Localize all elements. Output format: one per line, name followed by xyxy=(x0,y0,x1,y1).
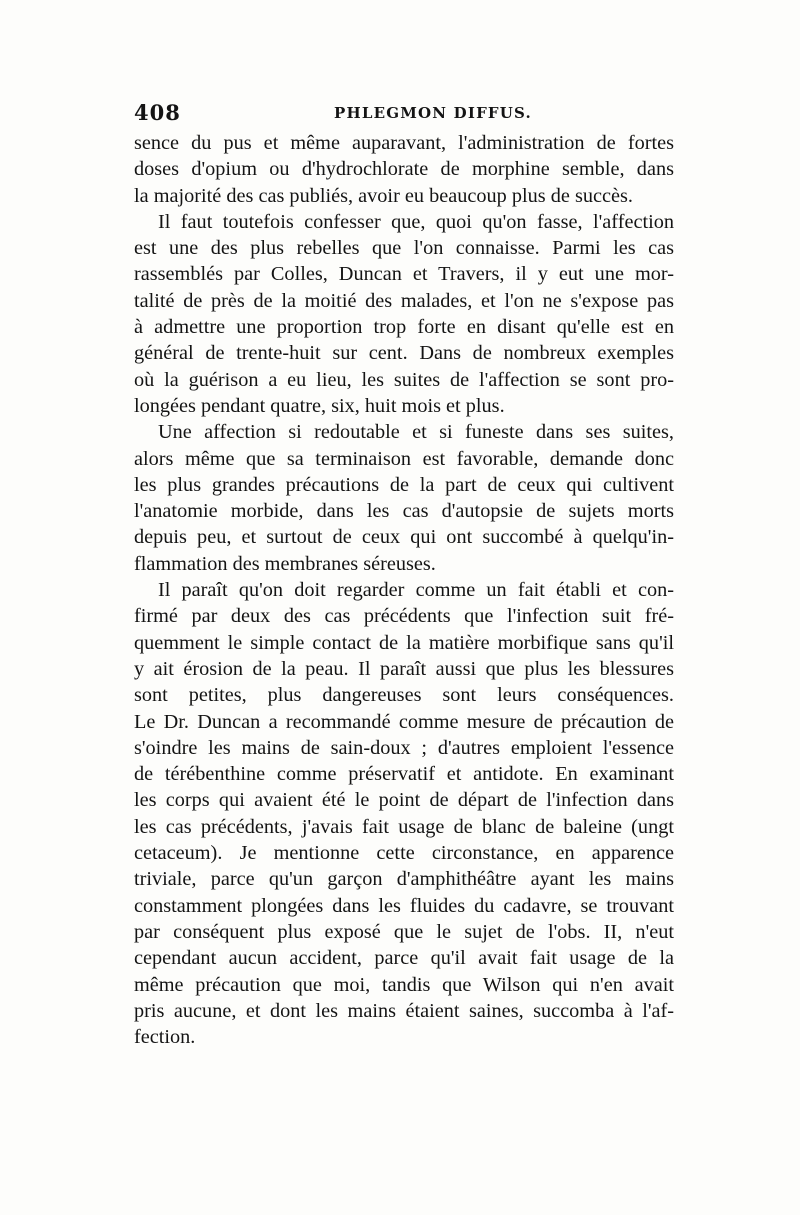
running-title: PHLEGMON DIFFUS. xyxy=(334,104,532,122)
text-line: Le Dr. Duncan a recommandé comme mesure de précaution de xyxy=(134,710,674,733)
text-line: sont petites, plus dangereuses sont leurs conséquences. xyxy=(134,684,674,707)
text-line: constamment plongées dans les fluides du cadavre, se trouvant xyxy=(134,894,674,917)
text-line: même précaution que moi, tandis que Wilson qui n'en avait xyxy=(134,973,674,996)
text-line: quemment le simple contact de la matière morbifique sans qu'il xyxy=(134,631,674,654)
text-line: par conséquent plus exposé que le sujet de l'obs. II, n'eut xyxy=(134,920,674,943)
text-line: doses d'opium ou d'hydrochlorate de morphine semble, dans xyxy=(134,158,674,181)
text-line: firmé par deux des cas précédents que l'infection suit fré- xyxy=(134,605,674,628)
text-line: où la guérison a eu lieu, les suites de l'affection se sont pro- xyxy=(134,368,674,391)
text-line: flammation des membranes séreuses. xyxy=(134,552,436,575)
text-line: est une des plus rebelles que l'on connaisse. Parmi les cas xyxy=(134,237,674,260)
text-line: s'oindre les mains de sain-doux ; d'autres emploient l'essence xyxy=(134,736,674,759)
text-line: cependant aucun accident, parce qu'il avait fait usage de la xyxy=(134,947,674,970)
text-line: cetaceum). Je mentionne cette circonstance, en apparence xyxy=(134,842,674,865)
text-line: de térébenthine comme préservatif et antidote. En examinant xyxy=(134,763,674,786)
text-line: les cas précédents, j'avais fait usage de blanc de baleine (ungt xyxy=(134,815,674,838)
text-line: alors même que sa terminaison est favorable, demande donc xyxy=(134,447,674,470)
text-line: rassemblés par Colles, Duncan et Travers, il y eut une mor- xyxy=(134,263,674,286)
text-line: Il faut toutefois confesser que, quoi qu'on fasse, l'affection xyxy=(158,210,674,233)
text-line: à admettre une proportion trop forte en disant qu'elle est en xyxy=(134,316,674,339)
text-line: triviale, parce qu'un garçon d'amphithéâtre ayant les mains xyxy=(134,868,674,891)
text-line: l'anatomie morbide, dans les cas d'autopsie de sujets morts xyxy=(134,500,674,523)
page-number: 408 xyxy=(134,100,181,125)
body-text xyxy=(134,130,674,1050)
text-line: Il paraît qu'on doit regarder comme un fait établi et con- xyxy=(158,579,674,602)
text-line: sence du pus et même auparavant, l'administration de fortes xyxy=(134,132,674,154)
text-line: Une affection si redoutable et si funeste dans ses suites, xyxy=(158,421,674,444)
text-line: pris aucune, et dont les mains étaient saines, succomba à l'af- xyxy=(134,999,674,1022)
text-line: longées pendant quatre, six, huit mois et plus. xyxy=(134,394,505,417)
text-line: fection. xyxy=(134,1026,196,1049)
text-line: les plus grandes précautions de la part de ceux qui cultivent xyxy=(134,473,674,496)
text-line: depuis peu, et surtout de ceux qui ont succombé à quelqu'in- xyxy=(134,526,674,549)
page-header xyxy=(134,100,674,130)
text-line: talité de près de la moitié des malades, et l'on ne s'expose pas xyxy=(134,289,674,312)
text-line: y ait érosion de la peau. Il paraît aussi que plus les blessures xyxy=(134,657,674,680)
text-line: les corps qui avaient été le point de départ de l'infection dans xyxy=(134,789,674,812)
text-line: général de trente-huit sur cent. Dans de nombreux exemples xyxy=(134,342,674,365)
text-line: la majorité des cas publiés, avoir eu beaucoup plus de succès. xyxy=(134,184,633,207)
